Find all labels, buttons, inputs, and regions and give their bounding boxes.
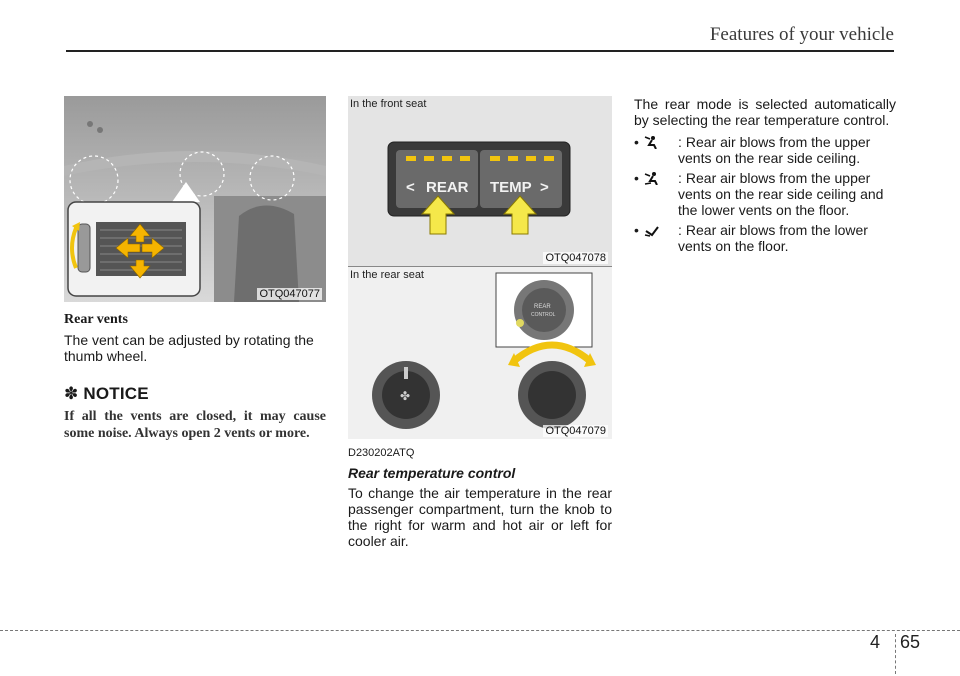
column-rear-vents — [64, 96, 326, 442]
section-code: D230202ATQ — [348, 447, 415, 459]
rear-figure-code: OTQ047079 — [545, 425, 606, 437]
floor-vent-icon — [644, 222, 678, 254]
svg-text:<: < — [406, 179, 415, 196]
section-body: The vent can be adjusted by rotating the thumb wheel. — [64, 332, 314, 364]
upper-vent-icon — [644, 134, 678, 166]
rear-seat-caption: In the rear seat — [350, 269, 424, 281]
bilevel-vent-icon — [644, 170, 678, 218]
rear-button-label: REAR — [426, 179, 469, 196]
chapter-number: 4 — [870, 632, 881, 652]
temp-button-label: TEMP — [490, 179, 532, 196]
header-rule — [66, 50, 894, 52]
page-number: 65 — [900, 632, 921, 652]
rear-vent-figure — [64, 96, 326, 302]
page-header-title: Features of your vehicle — [709, 24, 894, 45]
knob-label-top: REAR — [534, 304, 551, 310]
list-item: • : Rear air blows from the upper vents on the rear side ceiling and the lower vents on the floor. — [634, 170, 884, 218]
section-heading-italic: Rear temperature control — [348, 465, 516, 481]
section-heading: Rear vents — [64, 312, 128, 327]
svg-text:>: > — [540, 179, 549, 196]
notice-title: ✽ NOTICE — [64, 384, 149, 403]
front-figure-code: OTQ047078 — [545, 252, 606, 264]
mode-description: Rear air blows from the upper vents on the rear side ceiling and the lower vents on the floor. — [678, 170, 884, 218]
rear-vent-illustration — [64, 96, 326, 302]
list-item: • : Rear air blows from the upper vents on the rear side ceiling. — [634, 134, 871, 166]
footer-rule — [0, 630, 960, 631]
mode-description: Rear air blows from the lower vents on the floor. — [678, 222, 868, 254]
front-seat-rear-temp-button-illustration — [348, 96, 612, 266]
rear-mode-intro: The rear mode is selected automatically by selecting the rear temperature control. — [634, 96, 896, 128]
mode-description: Rear air blows from the upper vents on the rear side ceiling. — [678, 134, 871, 166]
figure-code: OTQ047077 — [259, 288, 320, 300]
list-item: • : Rear air blows from the lower vents on the floor. — [634, 222, 868, 254]
knob-label-bottom: CONTROL — [531, 312, 556, 318]
svg-text:✤: ✤ — [400, 389, 411, 403]
rear-temp-body: To change the air temperature in the rear passenger compartment, turn the knob to the right for warm and hot air or left for cooler air. — [348, 485, 612, 549]
rear-mode-list — [634, 134, 896, 254]
column-rear-temperature — [348, 96, 612, 549]
rear-seat-figure — [348, 267, 612, 439]
page-number-separator — [895, 634, 896, 674]
front-seat-figure — [348, 96, 612, 266]
notice-body: If all the vents are closed, it may cause some noise. Always open 2 vents or more. — [64, 409, 326, 441]
column-rear-mode — [634, 96, 896, 258]
rear-seat-control-knobs-illustration — [348, 267, 612, 439]
front-seat-caption: In the front seat — [350, 98, 427, 110]
